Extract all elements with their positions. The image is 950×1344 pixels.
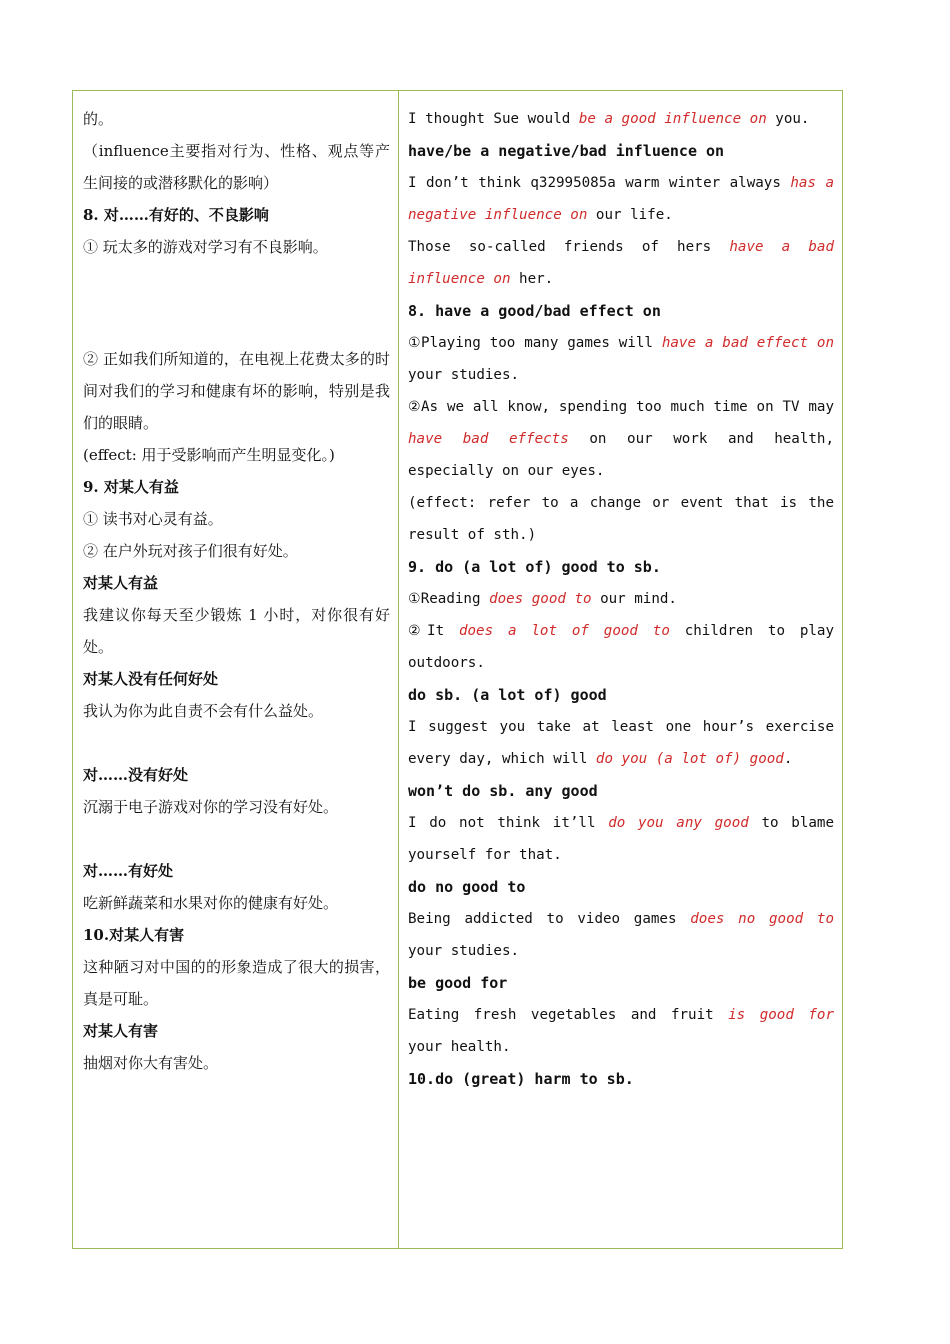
spacer — [83, 263, 390, 311]
example-9-2 — [408, 615, 834, 679]
spacer — [83, 311, 390, 343]
phrase-heading: do sb. (a lot of) good — [408, 686, 607, 704]
phrase-heading: 对某人没有任何好处 — [83, 670, 219, 688]
section-heading-8: 8. 对……有好的、不良影响 — [83, 206, 269, 224]
phrase-heading: have/be a negative/bad influence on — [408, 142, 725, 160]
example-vegetables — [408, 999, 834, 1063]
phrase-heading: 对……有好处 — [83, 862, 174, 880]
text-run: our life. — [587, 207, 673, 223]
text-run: ①Playing too many games will — [408, 335, 662, 351]
text-run: Being addicted to video games — [408, 911, 691, 927]
text-run: ②It — [408, 623, 459, 639]
section-heading-10: 10.对某人有害 — [83, 926, 185, 944]
highlighted-phrase: has a negative influence on — [408, 175, 834, 223]
text-run: your studies. — [408, 943, 520, 959]
text-run: Eating fresh vegetables and fruit — [408, 1007, 729, 1023]
section-heading-10: 10.do (great) harm to sb. — [408, 1070, 634, 1088]
sentence-smoking: 抽烟对你大有害处。 — [83, 1054, 219, 1072]
phrase-heading: 对……没有好处 — [83, 766, 189, 784]
highlighted-phrase: is good for — [728, 1007, 834, 1023]
sentence-8-2: ② 正如我们所知道的，在电视上花费太多的时间对我们的学习和健康有坏的影响，特别是我们的眼睛。 — [83, 350, 390, 432]
text-run: children to play outdoors. — [408, 623, 835, 671]
section-heading-8: 8. have a good/bad effect on — [408, 302, 661, 320]
highlighted-phrase: do you (a lot of) good — [595, 751, 784, 767]
text-run: to blame yourself for that. — [408, 815, 835, 863]
example-winter — [408, 167, 834, 231]
text-run: her. — [510, 271, 554, 287]
section-heading-9: 9. 对某人有益 — [83, 478, 179, 496]
example-8-1 — [408, 327, 834, 391]
sentence-video-games: 沉溺于电子游戏对你的学习没有好处。 — [83, 798, 339, 816]
note-effect: (effect: 用于受影响而产生明显变化。) — [83, 446, 335, 464]
text-run: your health. — [408, 1039, 511, 1055]
highlighted-phrase: does no good to — [690, 911, 834, 927]
phrase-heading: 对某人有害 — [83, 1022, 159, 1040]
sentence-8-1: ① 玩太多的游戏对学习有不良影响。 — [83, 238, 328, 256]
phrase-heading: won’t do sb. any good — [408, 782, 598, 800]
phrase-heading: do no good to — [408, 878, 526, 896]
text-line: 的。 — [83, 110, 114, 128]
text-run: you. — [766, 111, 810, 127]
example-sue — [408, 103, 834, 135]
example-exercise — [408, 711, 834, 775]
text-run: I do not think it’ll — [408, 815, 609, 831]
note-effect: (effect: refer to a change or event that is the result of sth.) — [408, 495, 834, 543]
example-blame — [408, 807, 834, 871]
highlighted-phrase: have a bad influence on — [408, 239, 834, 287]
sentence-vegetables: 吃新鲜蔬菜和水果对你的健康有好处。 — [83, 894, 339, 912]
chinese-column — [73, 91, 399, 1248]
highlighted-phrase: be a good influence on — [578, 111, 767, 127]
phrase-heading: 对某人有益 — [83, 574, 159, 592]
highlighted-phrase: have bad effects — [408, 431, 569, 447]
note-influence: （influence主要指对行为、性格、观点等产生间接的或潜移默化的影响） — [83, 142, 390, 192]
text-run: our mind. — [591, 591, 677, 607]
english-column — [399, 91, 842, 1248]
highlighted-phrase: does a lot of good to — [458, 623, 670, 639]
spacer — [83, 823, 390, 855]
sentence-9-1: ① 读书对心灵有益。 — [83, 510, 223, 528]
text-run: your studies. — [408, 367, 520, 383]
sentence-exercise: 我建议你每天至少锻炼 1 小时，对你很有好处。 — [83, 606, 390, 656]
sentence-blame: 我认为你为此自责不会有什么益处。 — [83, 702, 324, 720]
example-9-1 — [408, 583, 834, 615]
text-run: ②As we all know, spending too much time on TV may — [408, 399, 834, 415]
phrase-heading: be good for — [408, 974, 508, 992]
example-video-games — [408, 903, 834, 967]
sentence-9-2: ② 在户外玩对孩子们很有好处。 — [83, 542, 298, 560]
text-run: on our work and health, especially on our eyes. — [408, 431, 834, 479]
section-heading-9: 9. do (a lot of) good to sb. — [408, 558, 661, 576]
content-table — [72, 90, 843, 1249]
text-run: ①Reading — [408, 591, 490, 607]
highlighted-phrase: have a bad effect on — [661, 335, 834, 351]
example-8-2 — [408, 391, 834, 487]
highlighted-phrase: does good to — [489, 591, 592, 607]
spacer — [83, 727, 390, 759]
text-run: Those so-called friends of hers — [408, 239, 730, 255]
example-friends — [408, 231, 834, 295]
text-run: I don’t think q32995085a warm winter always — [408, 175, 791, 191]
text-run: I suggest you take at least one hour’s exercise every day, which will — [408, 719, 834, 767]
highlighted-phrase: do you any good — [608, 815, 749, 831]
text-run: I thought Sue would — [408, 111, 579, 127]
sentence-image-harm: 这种陋习对中国的的形象造成了很大的损害，真是可耻。 — [83, 958, 390, 1008]
text-run: . — [783, 751, 793, 767]
